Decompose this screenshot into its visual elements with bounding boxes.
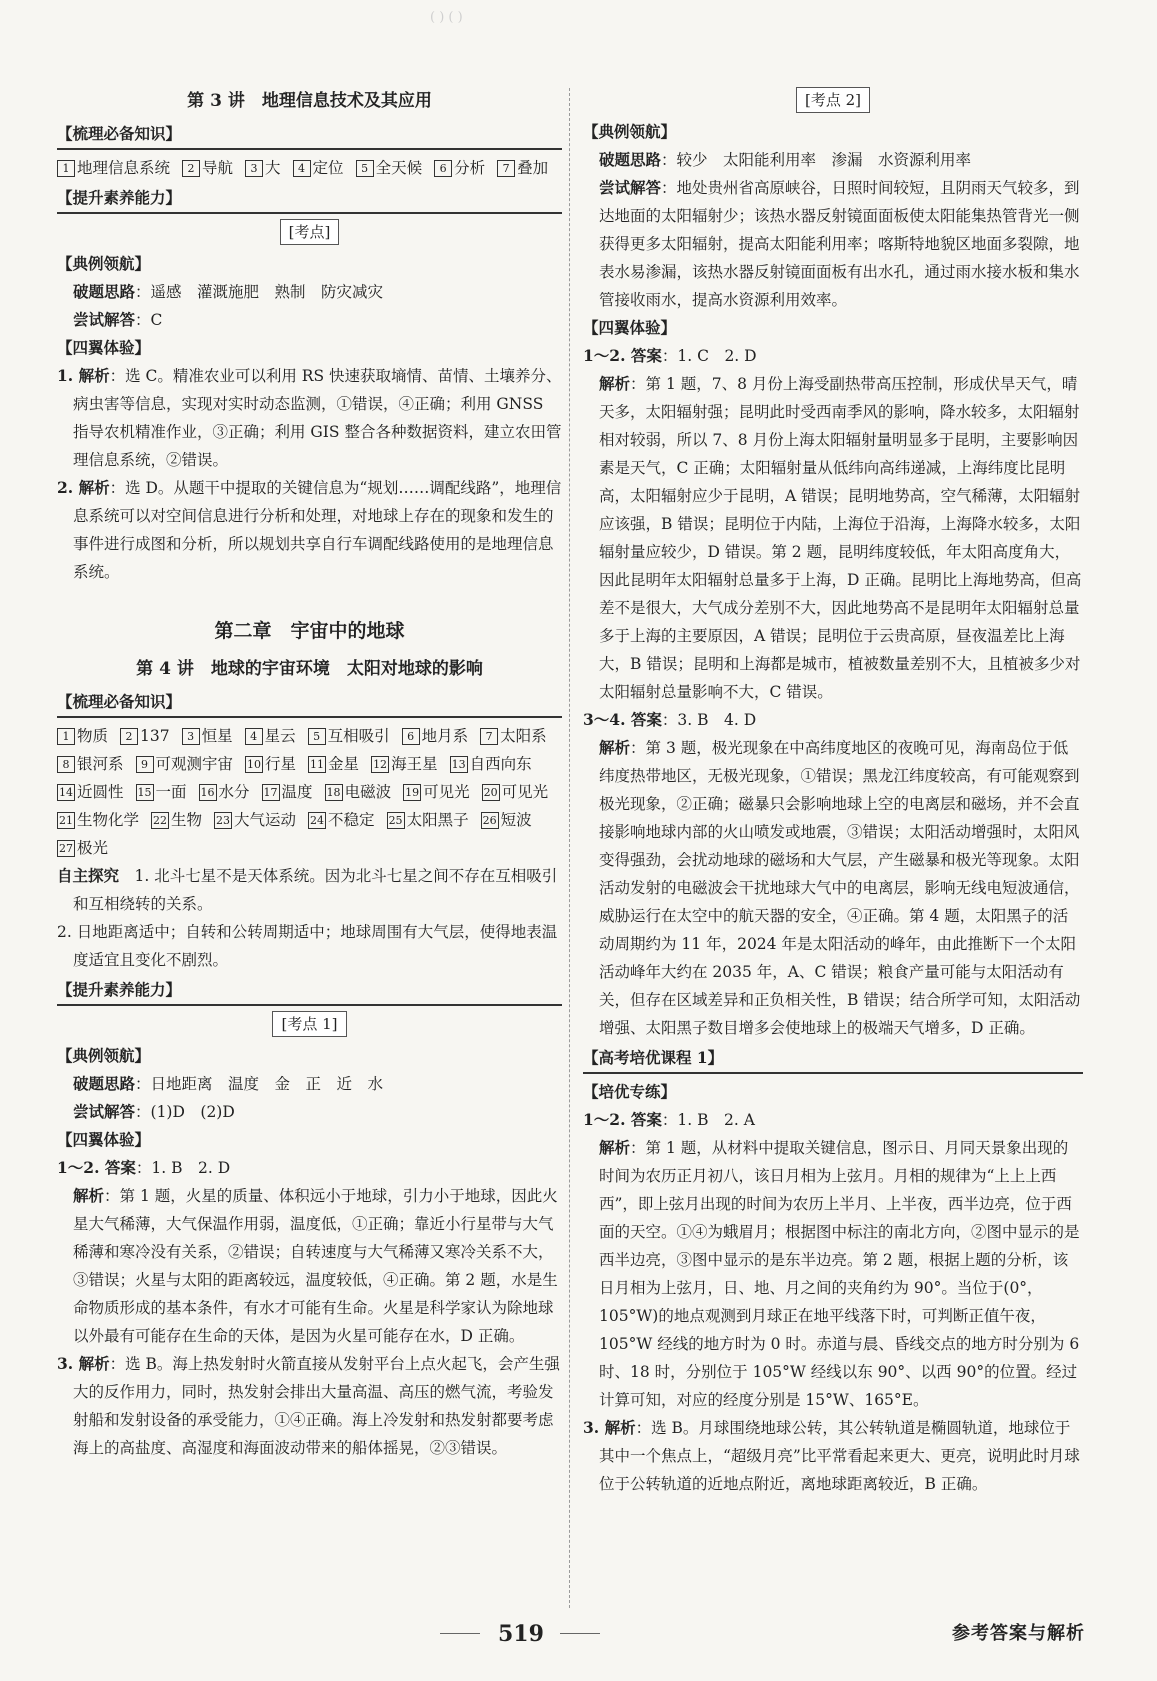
- header-faint-text: ( ) ( ): [430, 10, 463, 25]
- footer-rule-right: [560, 1633, 600, 1634]
- knowledge-item: [293, 154, 344, 182]
- question-1-analysis: 1. 解析：选 C。精准农业可以利用 RS 快速获取墒情、苗情、土壤养分、病虫害等信息，实现对实时动态监测，①错误，④正确；利用 GNSS 指导农机精准作业，③正确；利用 GIS 整合各种数据资料，建立农田管理信息系统，②错误。: [57, 366, 562, 469]
- knowledge-item: [434, 154, 485, 182]
- item-text: 温度: [281, 783, 313, 801]
- knowledge-item: [481, 806, 532, 834]
- item-text: 银河系: [77, 755, 124, 773]
- item-text: 太阳系: [500, 727, 547, 745]
- practice-heading: 【四翼体验】: [57, 338, 151, 357]
- item-number-box: 1: [57, 728, 75, 745]
- item-number-box: 14: [59, 786, 73, 799]
- item-text: 大气运动: [234, 811, 297, 829]
- item-number-box: 19: [405, 786, 420, 799]
- item-number-box: 2: [120, 728, 138, 745]
- answer-1-2-b: 1～2. 答案：1. C 2. D: [583, 346, 757, 365]
- knowledge-item: [57, 834, 108, 862]
- item-number-box: 11: [310, 758, 325, 771]
- knowledge-item: [356, 154, 423, 182]
- item-number-box: 5: [308, 728, 326, 745]
- item-number-box: 27: [59, 842, 73, 855]
- example-heading-3: 【典例领航】: [583, 122, 677, 141]
- knowledge-item: [325, 778, 392, 806]
- item-text: 海王星: [391, 755, 438, 773]
- item-number-box: 26: [482, 814, 497, 827]
- item-number-box: 9: [136, 756, 154, 773]
- item-text: 物质: [77, 727, 109, 745]
- knowledge-item: [245, 154, 281, 182]
- item-text: 一面: [155, 783, 187, 801]
- answer-1-2-c: 1～2. 答案：1. B 2. A: [583, 1110, 755, 1129]
- page-number: 519: [498, 1621, 544, 1647]
- item-number-box: 7: [497, 160, 515, 177]
- item-text: 地月系: [421, 727, 469, 745]
- question-2-analysis: 2. 解析：选 D。从题干中提取的关键信息为“规划……调配线路”，地理信息系统可以对空间信息进行分析和处理，对地球上存在的现象和发生的事件进行成图和分析，所以规划共享自行车调配线路使用的是地理信息系统。: [57, 478, 562, 581]
- item-number-box: 3: [182, 728, 200, 745]
- item-number-box: 23: [216, 814, 231, 827]
- tag-kaodian: [考点]: [280, 219, 340, 245]
- item-text: 大: [265, 159, 281, 177]
- item-text: 互相吸引: [327, 727, 390, 745]
- question-3-analysis-b: 3. 解析：选 B。月球围绕地球公转，其公转轨道是椭圆轨道，地球位于其中一个焦点上，“超级月亮”比平常看起来更大、更亮，说明此时月球位于公转轨道的近地点附近，离地球距离较近，B 正确。: [583, 1418, 1080, 1493]
- knowledge-item: [245, 722, 296, 750]
- knowledge-item: [214, 806, 296, 834]
- item-number-box: 10: [247, 758, 262, 771]
- item-text: 生物化学: [77, 811, 140, 829]
- item-number-box: 5: [356, 160, 374, 177]
- column-divider: [569, 88, 570, 1608]
- section-ability-4: 【提升素养能力】: [57, 976, 562, 1006]
- knowledge-item: [308, 750, 359, 778]
- item-text: 星云: [264, 727, 296, 745]
- tag-kaodian-2: [考点 2]: [796, 87, 870, 113]
- item-number-box: 7: [480, 728, 498, 745]
- practice-heading-2: 【四翼体验】: [57, 1130, 151, 1149]
- item-text: 137: [140, 727, 170, 745]
- item-text: 全天候: [375, 159, 423, 177]
- item-text: 生物: [171, 811, 203, 829]
- item-text: 极光: [77, 839, 109, 857]
- self-explore-2: 2. 日地距离适中；自转和公转周期适中；地球周围有大气层，使得地表温度适宜且变化不剧烈。: [57, 923, 558, 969]
- knowledge-item: [308, 806, 375, 834]
- knowledge-item: [136, 750, 234, 778]
- item-number-box: 15: [137, 786, 152, 799]
- item-text: 地理信息系统: [77, 159, 171, 177]
- knowledge-item: [308, 722, 390, 750]
- knowledge-item: [57, 806, 139, 834]
- knowledge-item: [57, 750, 124, 778]
- item-number-box: 12: [373, 758, 388, 771]
- item-number-box: 4: [245, 728, 263, 745]
- analysis-1-2: 解析：第 1 题，火星的质量、体积远小于地球，引力小于地球，因此火星大气稀薄，大气保温作用弱，温度低，①正确；靠近小行星带与大气稀薄和寒冷没有关系，②错误；自转速度与大气稀薄又寒冷关系不大，③错误；火星与太阳的距离较远，温度较低，④正确。第 2 题，水是生命物质形成的基本条件，有水才可能有生命。火星是科学家认为除地球以外最有可能存在生命的天体，是因为火星可能存在水，D 正确。: [73, 1186, 558, 1345]
- item-number-box: 1: [57, 160, 75, 177]
- knowledge-item: [402, 722, 469, 750]
- analysis-3-4: 解析：第 3 题，极光现象在中高纬度地区的夜晚可见，海南岛位于低纬度热带地区，无极光现象，①错误；黑龙江纬度较高，有可能观察到极光现象，②正确；磁暴只会影响地球上空的电离层和磁场，并不会直接影响地球内部的火山喷发或地震，③错误；太阳活动增强时，太阳风变得强劲，会扰动地球的磁场和大气层，产生磁暴和极光等现象。太阳活动发射的电磁波会干扰地球大气中的电离层，影响无线电短波通信，威胁运行在太空中的航天器的安全，④正确。第 4 题，太阳黑子的活动周期约为 11 年，2024 年是太阳活动的峰年，由此推断下一个太阳活动峰年大约在 2035 年，A、C 错误；粮食产量可能与太阳活动有关，但存在区域差异和正负相关性，B 错误；结合所学可知，太阳活动增强、太阳黑子数目增多会使地球上的极端天气增多，D 正确。: [599, 738, 1081, 1037]
- right-column: [583, 82, 1083, 1498]
- item-text: 恒星: [201, 727, 233, 745]
- self-explore-1: 自主探究 1. 北斗七星不是天体系统。因为北斗七星之间不存在互相吸引和互相绕转的关系。: [57, 866, 558, 913]
- knowledge-item: [182, 722, 233, 750]
- item-number-box: 3: [245, 160, 263, 177]
- item-text: 近圆性: [77, 783, 124, 801]
- item-text: 金星: [328, 755, 360, 773]
- practice-special-heading: 【培优专练】: [583, 1082, 677, 1101]
- knowledge-item: [120, 722, 170, 750]
- item-text: 自西向东: [469, 755, 532, 773]
- item-number-box: 16: [200, 786, 215, 799]
- knowledge-item: [182, 154, 233, 182]
- item-number-box: 17: [263, 786, 278, 799]
- knowledge-item: [497, 154, 548, 182]
- item-text: 电磁波: [344, 783, 392, 801]
- footer-section-title: 参考答案与解析: [952, 1623, 1085, 1644]
- try-answer-3: 尝试解答：地处贵州省高原峡谷，日照时间较短，且阴雨天气较多，到达地面的太阳辐射少；该热水器反射镜面面板使太阳能集热管背光一侧获得更多太阳辐射，提高太阳能利用率；喀斯特地貌区地面多裂隙，地表水易渗漏，该热水器反射镜面面板有出水孔，通过雨水接水板和集水管接收雨水，提高水资源利用效率。: [599, 178, 1080, 309]
- section-ability-3: 【提升素养能力】: [57, 184, 562, 214]
- knowledge-item: [480, 722, 547, 750]
- item-number-box: 22: [153, 814, 168, 827]
- section-knowledge-3: 【梳理必备知识】: [57, 120, 562, 150]
- knowledge-item: [151, 806, 202, 834]
- item-number-box: 20: [483, 786, 498, 799]
- item-text: 不稳定: [328, 811, 375, 829]
- left-column: [57, 82, 562, 1462]
- item-text: 叠加: [517, 159, 549, 177]
- item-number-box: 18: [326, 786, 341, 799]
- knowledge-item: [57, 778, 124, 806]
- try-answer-2: 尝试解答：(1)D (2)D: [73, 1102, 235, 1121]
- item-text: 可观测宇宙: [155, 755, 234, 773]
- knowledge-item: [245, 750, 296, 778]
- analysis-1-2-c: 解析：第 1 题，从材料中提取关键信息，图示日、月同天景象出现的时间为农历正月初八，该日月相为上弦月。月相的规律为“上上上西西”，即上弦月出现的时间为农历上半月、上半夜，西半边亮，位于西面的天空。①④为蛾眉月；根据图中标注的南北方向，②图中显示的是西半边亮，③图中显示的是东半边亮。第 2 题，根据上题的分析，该日月相为上弦月，日、地、月之间的夹角约为 90°。当位于(0°，105°W)的地点观测到月球正在地平线落下时，可判断正值午夜，105°W 经线的地方时为 0 时。赤道与晨、昏线交点的地方时分别为 6 时、18 时，分别位于 105°W 经线以东 90°、以西 90°的位置。经过计算可知，对应的经度分别是 15°W、165°E。: [599, 1138, 1080, 1409]
- footer-rule-left: [440, 1633, 480, 1634]
- practice-heading-3: 【四翼体验】: [583, 318, 677, 337]
- chapter-2-title: 第二章 宇宙中的地球: [214, 620, 405, 642]
- example-heading: 【典例领航】: [57, 254, 151, 273]
- analysis-1-2-b: 解析：第 1 题，7、8 月份上海受副热带高压控制，形成伏旱天气，晴天多，太阳辐射强；昆明此时受西南季风的影响，降水较多，太阳辐射相对较弱，所以 7、8 月份上海太阳辐射量明显多于昆明，主要影响因素是天气，C 正确；太阳辐射量从低纬向高纬递减，上海纬度比昆明高，太阳辐射应少于昆明，A 错误；昆明地势高，空气稀薄，太阳辐射应该强，B 错误；昆明位于内陆，上海位于沿海，上海降水较多，太阳辐射量应较少，D 错误。第 2 题，昆明纬度较低，年太阳高度角大，因此昆明年太阳辐射总量多于上海，D 正确。昆明比上海地势高，但高差不是很大，大气成分差别不大，因此地势高不是昆明年太阳辐射总量多于上海的主要原因，A 错误；昆明位于云贵高原，昼夜温差比上海大，B 错误；昆明和上海都是城市，植被数量差别不大，且植被多少对太阳辐射总量影响不大，C 错误。: [599, 374, 1082, 701]
- question-3-analysis: 3. 解析：选 B。海上热发射时火箭直接从发射平台上点火起飞，会产生强大的反作用力，同时，热发射会排出大量高温、高压的燃气流，考验发射船和发射设备的承受能力，①④正确。海上冷发射和热发射都要考虑海上的高盐度、高湿度和海面波动带来的船体摇晃，②③错误。: [57, 1354, 560, 1457]
- solve-idea-2: 破题思路：日地距离 温度 金 正 近 水: [73, 1074, 384, 1093]
- item-number-box: 13: [451, 758, 466, 771]
- item-number-box: 4: [293, 160, 311, 177]
- solve-idea-3: 破题思路：较少 太阳能利用率 渗漏 水资源利用率: [599, 150, 972, 169]
- item-text: 行星: [265, 755, 297, 773]
- item-text: 短波: [500, 811, 532, 829]
- item-text: 可见光: [501, 783, 549, 801]
- knowledge-item: [482, 778, 549, 806]
- item-number-box: 6: [434, 160, 452, 177]
- knowledge-item: [199, 778, 250, 806]
- answer-1-2: 1～2. 答案：1. B 2. D: [57, 1158, 231, 1177]
- example-heading-2: 【典例领航】: [57, 1046, 151, 1065]
- item-text: 分析: [454, 159, 486, 177]
- section-knowledge-4: 【梳理必备知识】: [57, 688, 562, 718]
- solve-idea: 破题思路：遥感 灌溉施肥 熟制 防灾减灾: [73, 282, 384, 301]
- item-number-box: 8: [57, 756, 75, 773]
- knowledge-item: [262, 778, 313, 806]
- knowledge-item: [450, 750, 532, 778]
- knowledge-item: [371, 750, 438, 778]
- lecture-4-title: 第 4 讲 地球的宇宙环境 太阳对地球的影响: [136, 659, 483, 679]
- knowledge-item: [136, 778, 187, 806]
- knowledge-item: [57, 722, 108, 750]
- item-text: 导航: [202, 159, 234, 177]
- answer-3-4: 3～4. 答案：3. B 4. D: [583, 710, 757, 729]
- knowledge-list-3: [57, 154, 562, 182]
- try-answer: 尝试解答：C: [73, 310, 163, 329]
- item-number-box: 21: [59, 814, 73, 827]
- knowledge-item: [387, 806, 469, 834]
- item-number-box: 25: [388, 814, 403, 827]
- tag-kaodian-1: [考点 1]: [272, 1011, 346, 1037]
- item-text: 太阳黑子: [406, 811, 469, 829]
- item-text: 可见光: [423, 783, 470, 801]
- knowledge-item: [57, 154, 170, 182]
- item-text: 水分: [218, 783, 250, 801]
- item-number-box: 2: [182, 160, 200, 177]
- item-number-box: 6: [402, 728, 420, 745]
- knowledge-list-4: [57, 722, 562, 862]
- lecture-3-title: 第 3 讲 地理信息技术及其应用: [187, 91, 432, 111]
- item-text: 定位: [312, 159, 344, 177]
- section-gaokao: 【高考培优课程 1】: [583, 1044, 1083, 1074]
- item-number-box: 24: [310, 814, 325, 827]
- knowledge-item: [403, 778, 470, 806]
